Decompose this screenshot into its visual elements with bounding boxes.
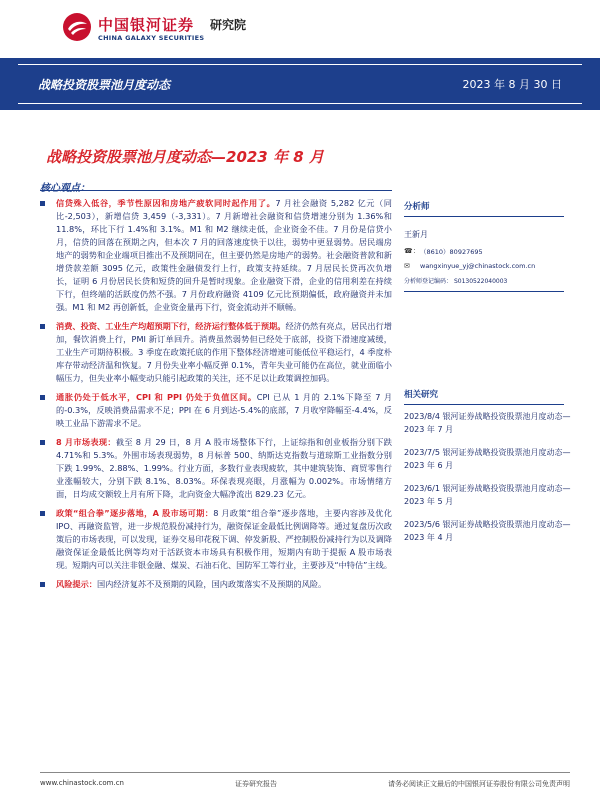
related-research-item[interactable]: 2023/6/1 银河证券战略投资股票池月度动态—2023 年 5 月 — [404, 484, 571, 506]
footer-url[interactable]: www.chinastock.com.cn — [40, 779, 124, 787]
core-point-text — [56, 391, 392, 430]
core-point-text — [56, 507, 392, 572]
bullet-icon — [40, 395, 48, 400]
bullet-icon — [40, 582, 48, 587]
core-point — [40, 391, 392, 430]
related-research-heading: 相关研究 — [404, 388, 564, 405]
core-point-body: 8 月政策“组合拳”逐步落地，主要内容涉及优化 IPO、再融资监管，进一步规范股份减持行为，融资保证金最低比例调降等。通过复盘历次政策后的市场表现，可以发现，证券交易印花税下调、停发新股、严控制股份减持行为以及调降融资保证金最低比例等均对于活跃资本市场具有积极作用，短期内有助于提振 A 股市场表现。短期内可以关注非银金融、煤炭、石油石化、国防军工等行业，主要涉及“中特估”主线。 — [56, 508, 393, 570]
core-point-highlight: 政策“组合拳”逐步落地，A 股市场可期： — [56, 508, 214, 518]
core-point-highlight: 消费、投资、工业生产均超预期下行，经济运行整体低于预期。 — [56, 321, 286, 331]
analyst-name: 王新月 — [404, 230, 428, 239]
related-research-list — [404, 410, 574, 554]
bullet-icon — [40, 511, 48, 516]
analyst-heading: 分析师 — [404, 190, 564, 217]
related-research-item[interactable]: 2023/7/5 银河证券战略投资股票池月度动态—2023 年 6 月 — [404, 448, 571, 470]
page-footer — [40, 772, 570, 789]
header-band-date: 2023 年 8 月 30 日 — [462, 78, 562, 91]
bullet-icon — [40, 201, 48, 206]
core-point-text — [56, 578, 326, 591]
analyst-registration — [404, 276, 564, 292]
footer-report-type: 证券研究报告 — [234, 780, 277, 788]
page-title: 战略投资股票池月度动态—2023 年 8 月 — [46, 148, 324, 166]
core-point-text — [56, 320, 392, 385]
analyst-reg-label: 分析师登记编码： — [404, 278, 453, 285]
brand-name-en: CHINA GALAXY SECURITIES — [98, 34, 205, 42]
email-icon: ✉ — [404, 262, 410, 270]
core-point — [40, 507, 392, 572]
analyst-phone-number: （8610）80927695 — [420, 247, 483, 256]
footer-disclaimer: 请务必阅读正文最后的中国银河证券股份有限公司免责声明 — [387, 780, 570, 788]
core-point — [40, 197, 392, 314]
core-point-text — [56, 197, 392, 314]
core-point-body: 7 月社会融资 5,282 亿元（同比-2,503），新增信贷 3,459（-3,331）。7 月新增社会融资和信贷增速分别为 1.36%和 11.8%，环比下行 1.4%和 3.1%。M1 和 M2 继续走低，企业资金不佳。7 月份是信贷小月，信贷的回落在预期之内，但本次 7 月的回落速度快于以往，弱势中更显弱势。居民端房地产的弱势和企业端项目推出不及预期同在，但主要仍然是房地产的弱势。社会融资普款和新增贷款差额 3095 亿元，政策性金融债发行上行，政策支持延续。7 月居民长贷再次负增长，证明 6 月份居民长贷和短贷的回升是暂时现象。企业融资下滑，企业的信用利差在持续下行，但终端的活跃度仍然不强。7 月份政府融资 4109 亿元比预期偏低，政府融资并未加强。M1 和 M2 再创新低，企业资金量再下行，资金流动并不顺畅。 — [56, 198, 392, 312]
core-point — [40, 436, 392, 501]
analyst-panel — [404, 190, 564, 292]
analyst-phone — [404, 246, 564, 256]
header-band — [0, 58, 600, 110]
brand-unit: 研究院 — [210, 18, 247, 32]
brand-name-cn: 中国银河证券 — [98, 16, 195, 34]
core-point-highlight: 8 月市场表现： — [56, 437, 116, 447]
core-point-body: 国内经济复苏不及预期的风险，国内政策落实不及预期的风险。 — [96, 579, 327, 589]
core-point — [40, 320, 392, 385]
core-point-body: 截至 8 月 29 日，8 月 A 股市场整体下行，上证综指和创业板指分别下跌 4.71%和 5.3%。外围市场表现弱势，8 月标普 500、纳斯达克指数与道琼斯工业指数分别下跌 1.99%、2.88%、1.99%。行业方面，多数行业表现疲软，其中建筑装饰、商贸零售行业涨幅较大，分别下跌 8.1%、8.03%。环保表现亮眼，月涨幅为 0.002%。市场情绪方面，日均成交额较上月有所下降，北向资金大幅净流出 829.23 亿元。 — [56, 437, 392, 499]
core-point-highlight: 信贷殊入低谷，季节性原因和房地产疲软同时起作用了。 — [56, 198, 276, 208]
analyst-reg-number: S0130522040003 — [453, 278, 508, 285]
analyst-email-address[interactable]: wangxinyue_yj@chinastock.com.cn — [420, 262, 536, 270]
phone-icon: ☎： — [404, 247, 420, 255]
core-point-body: 经济仍然有亮点，居民出行增加，餐饮消费上行，PMI 新订单回升。消费虽然弱势但已经处于底部，投资下滑速度减缓，工业生产可期待积极。3 季度在政策托底的作用下整体经济增速可能低位平稳运行，4 季度朴库存带动经济温和恢复。7 月份失业率小幅反弹 0.1%，青年失业可能仍在高位，就业面临小幅压力，但失业率小幅变动只能引起政策的关注，还不足以让政策调控加码。 — [56, 321, 392, 383]
related-research-item[interactable]: 2023/8/4 银河证券战略投资股票池月度动态—2023 年 7 月 — [404, 412, 571, 434]
header-band-frame — [18, 64, 582, 104]
galaxy-logo-icon — [62, 12, 92, 42]
bullet-icon — [40, 324, 48, 329]
core-point-body: CPI 已从 1 月的 2.1%下降至 7 月的-0.3%，反映消费品需求不足；PPI 在 6 月到达-5.4%的底部，7 月收窄降幅至-4.4%，反映工业品下游需求不足。 — [56, 392, 393, 428]
related-research-item[interactable]: 2023/5/6 银河证券战略投资股票池月度动态—2023 年 4 月 — [404, 520, 571, 542]
header-band-title: 战略投资股票池月度动态 — [38, 77, 171, 92]
bullet-icon — [40, 440, 48, 445]
core-point-highlight: 通胀仍处于低水平，CPI 和 PPI 仍处于负值区间。 — [56, 392, 257, 402]
core-points-label: 核心观点： — [40, 183, 90, 194]
analyst-email[interactable] — [404, 262, 564, 270]
core-point — [40, 578, 392, 591]
core-points-list — [40, 190, 392, 597]
core-point-highlight: 风险提示： — [56, 579, 97, 589]
core-point-text — [56, 436, 392, 501]
